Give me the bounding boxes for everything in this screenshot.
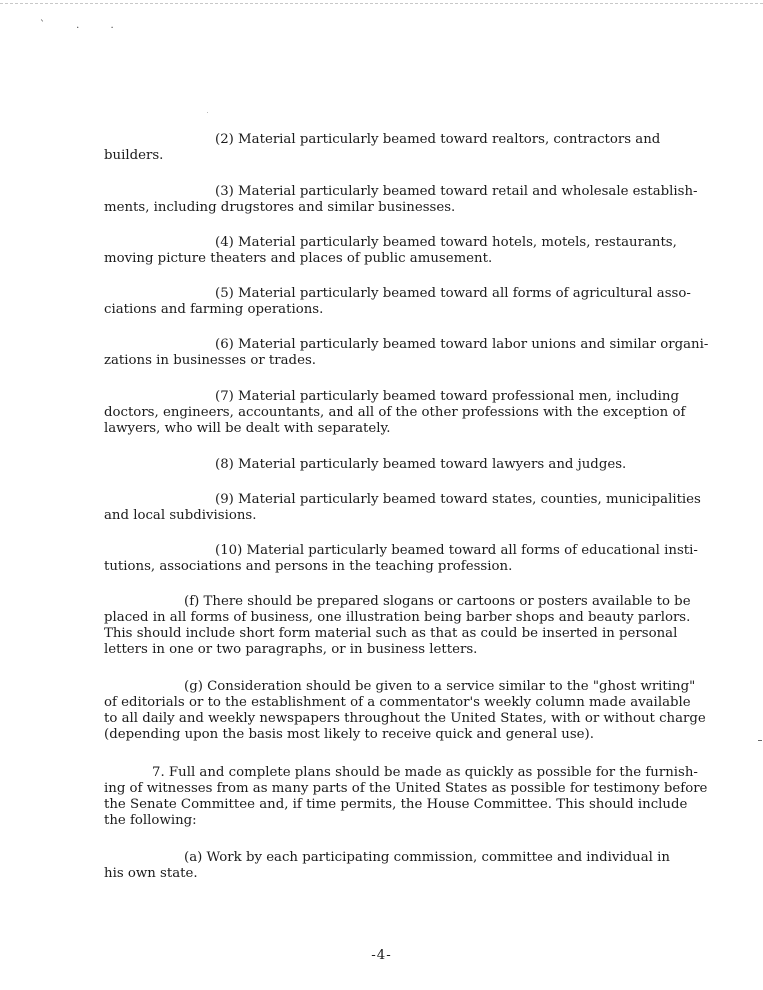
item-g-line-1: (g) Consideration should be given to a service similar to the "ghost writing" xyxy=(184,679,696,694)
item-3-line-2: ments, including drugstores and similar businesses. xyxy=(104,200,456,215)
item-g-line-2: of editorials or to the establishment of a commentator's weekly column made available xyxy=(104,695,691,710)
item-f-line-3: This should include short form material such as that as could be inserted in personal xyxy=(104,626,678,641)
scan-top-edge xyxy=(0,3,763,4)
item-7-line-3: lawyers, who will be dealt with separately. xyxy=(104,421,391,436)
item-9-paragraph xyxy=(104,492,716,524)
item-6-line-2: zations in businesses or trades. xyxy=(104,353,316,368)
scan-mark xyxy=(207,112,208,113)
item-f-line-2: placed in all forms of business, one illustration being barber shops and beauty parlors. xyxy=(104,610,691,625)
section-7-line-2: ing of witnesses from as many parts of the United States as possible for testimony before xyxy=(104,781,708,796)
item-5-line-2: ciations and farming operations. xyxy=(104,302,324,317)
item-g-line-4: (depending upon the basis most likely to receive quick and general use). xyxy=(104,727,594,742)
item-f-line-4: letters in one or two paragraphs, or in business letters. xyxy=(104,642,478,657)
item-2-paragraph xyxy=(104,132,716,164)
item-9-line-2: and local subdivisions. xyxy=(104,508,257,523)
item-5-paragraph xyxy=(104,286,716,318)
item-7-line-1: (7) Material particularly beamed toward professional men, including xyxy=(215,389,679,404)
scan-side-mark xyxy=(758,740,762,741)
page-number: -4- xyxy=(371,948,392,963)
item-10-paragraph xyxy=(104,543,716,575)
item-f-paragraph xyxy=(104,594,716,658)
item-4-line-2: moving picture theaters and places of public amusement. xyxy=(104,251,493,266)
item-9-line-1: (9) Material particularly beamed toward states, counties, municipalities xyxy=(215,492,701,507)
item-a-line-1: (a) Work by each participating commission, committee and individual in xyxy=(184,850,670,865)
item-10-line-2: tutions, associations and persons in the teaching profession. xyxy=(104,559,513,574)
item-3-line-1: (3) Material particularly beamed toward retail and wholesale establish- xyxy=(215,184,698,199)
item-g-paragraph xyxy=(104,679,716,743)
item-4-line-1: (4) Material particularly beamed toward hotels, motels, restaurants, xyxy=(215,235,677,250)
item-6-line-1: (6) Material particularly beamed toward labor unions and similar organi- xyxy=(215,337,709,352)
item-g-line-3: to all daily and weekly newspapers throughout the United States, with or without charge xyxy=(104,711,706,726)
item-10-line-1: (10) Material particularly beamed toward all forms of educational insti- xyxy=(215,543,698,558)
item-7-paragraph xyxy=(104,389,716,437)
item-3-paragraph xyxy=(104,184,716,216)
item-7-line-2: doctors, engineers, accountants, and all of the other professions with the exception of xyxy=(104,405,686,420)
section-7-line-3: the Senate Committee and, if time permits, the House Committee. This should include xyxy=(104,797,688,812)
item-a-line-2: his own state. xyxy=(104,866,198,881)
item-2-line-1: (2) Material particularly beamed toward realtors, contractors and xyxy=(215,132,661,147)
item-8-paragraph xyxy=(104,457,716,473)
item-5-line-1: (5) Material particularly beamed toward all forms of agricultural asso- xyxy=(215,286,691,301)
item-4-paragraph xyxy=(104,235,716,267)
item-2-line-2: builders. xyxy=(104,148,164,163)
item-8-line-1: (8) Material particularly beamed toward lawyers and judges. xyxy=(215,457,627,472)
item-6-paragraph xyxy=(104,337,716,369)
section-7-line-1: 7. Full and complete plans should be made as quickly as possible for the furnish- xyxy=(152,765,698,780)
item-a-paragraph xyxy=(104,850,716,882)
scan-specks: ` . . xyxy=(40,20,128,31)
item-f-line-1: (f) There should be prepared slogans or cartoons or posters available to be xyxy=(184,594,691,609)
section-7-line-4: the following: xyxy=(104,813,197,828)
section-7-paragraph xyxy=(104,765,716,829)
